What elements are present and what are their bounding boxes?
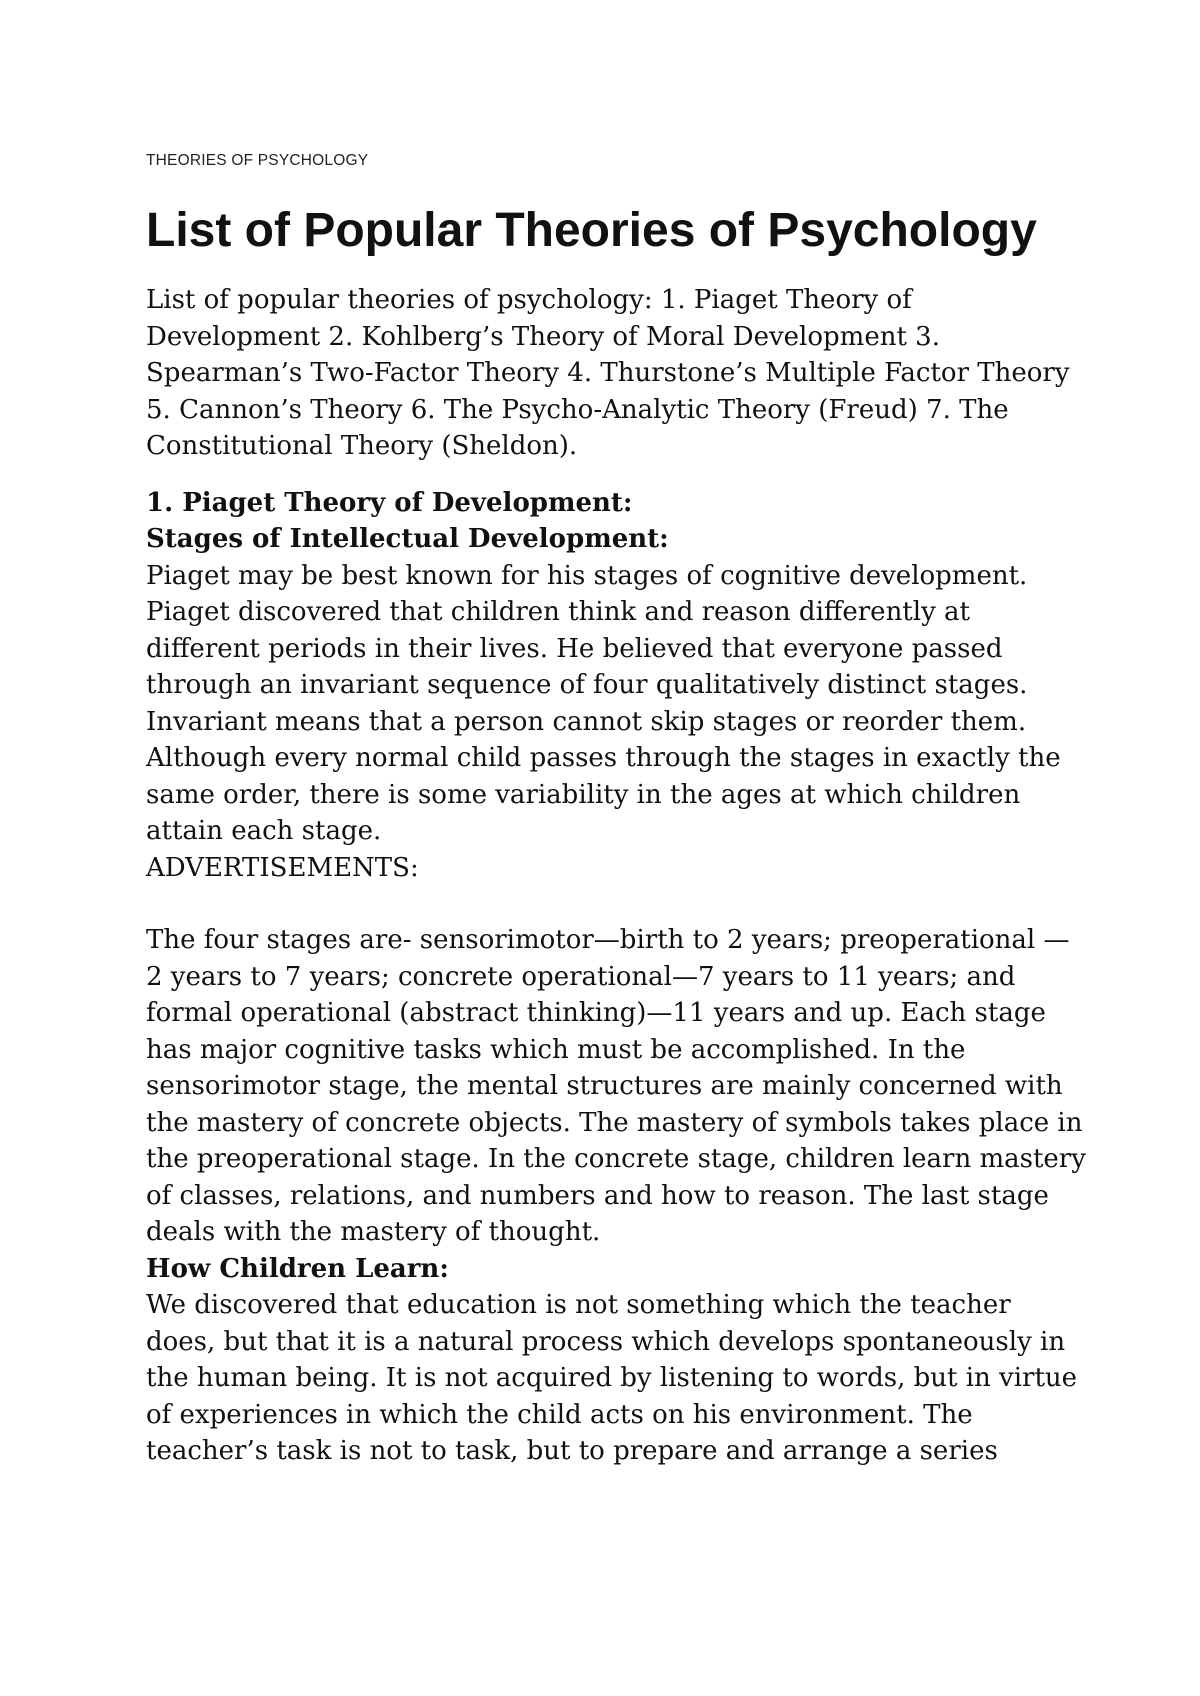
category-label: THEORIES OF PSYCHOLOGY xyxy=(146,152,369,169)
piaget-paragraph-1: Piaget may be best known for his stages of cognitive development. Piaget discovered that children think and reason differently at different periods in their lives. He believed that everyone passed through an invariant sequence of four qualitatively distinct stages. Invariant means that a person cannot skip stages or reorder them. Although every normal child passes through the stages in exactly the same order, there is some variability in the ages at which children attain each stage. xyxy=(146,560,1061,846)
document-title: List of Popular Theories of Psychology xyxy=(146,204,1037,257)
how-children-learn-paragraph: We discovered that education is not something which the teacher does, but that it is a natural process which develops spontaneously in the human being. It is not acquired by listening to words, but in virtue of experiences in which the child acts on his environment. The teacher’s task is not to task, but to prepare and arrange a series xyxy=(146,1290,1078,1466)
advertisements-label: ADVERTISEMENTS: xyxy=(146,852,419,883)
subheading-stages: Stages of Intellectual Development: xyxy=(146,524,669,554)
piaget-paragraph-2: The four stages are- sensorimotor—birth to 2 years; preoperational —2 years to 7 years; concrete operational—7 years to 11 years; and formal operational (abstract thinking)—11 years and up. Each stage has major cognitive tasks which must be accomplished. In the sensorimotor stage, the mental structures are mainly concerned with the mastery of concrete objects. The mastery of symbols takes place in the preoperational stage. In the concrete stage, children learn mastery of classes, relations, and numbers and how to reason. The last stage deals with the mastery of thought. xyxy=(146,925,1086,1247)
document-page xyxy=(146,150,1086,1470)
intro-paragraph: List of popular theories of psychology: 1. Piaget Theory of Development 2. Kohlberg’s Theory of Moral Development 3. Spearman’s Two-Factor Theory 4. Thurstone’s Multiple Factor Theory 5. Cannon’s Theory 6. The Psycho-Analytic Theory (Freud) 7. The Constitutional Theory (Sheldon). xyxy=(146,285,1070,461)
section-heading-how-children-learn: How Children Learn: xyxy=(146,1253,449,1284)
section-heading-piaget: 1. Piaget Theory of Development: xyxy=(146,487,633,518)
